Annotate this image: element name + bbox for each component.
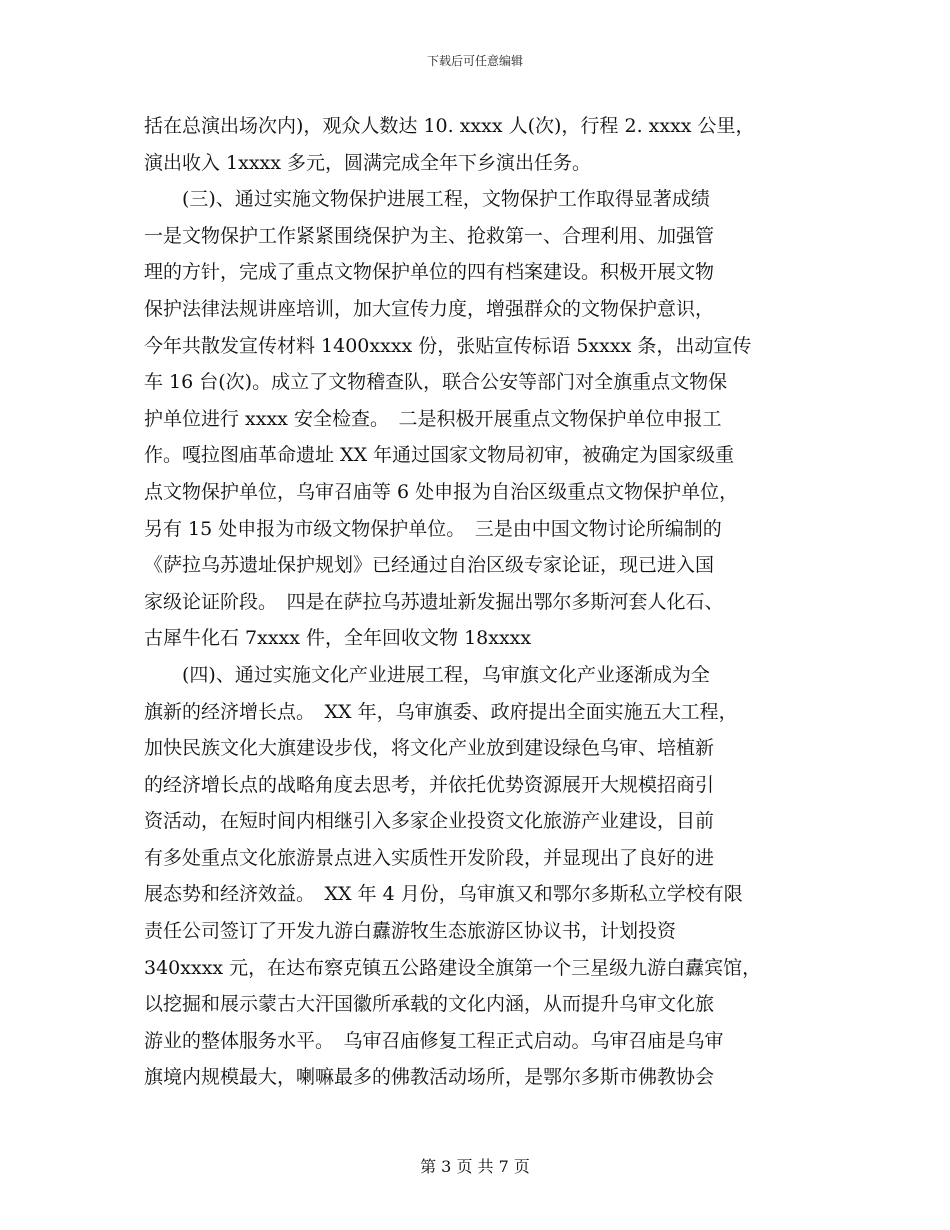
- body-line: 游业的整体服务水平。 乌审召庙修复工程正式启动。乌审召庙是乌审: [144, 1029, 724, 1052]
- body-line: 护单位进行 xxxx 安全检查。 二是积极开展重点文物保护单位申报工: [144, 407, 722, 430]
- body-line: 保护法律法规讲座培训，加大宣传力度，增强群众的文物保护意识，: [144, 297, 715, 320]
- body-line: (四)、通过实施文化产业进展工程，乌审旗文化产业逐渐成为全: [144, 663, 710, 686]
- body-line: 车 16 台(次)。成立了文物稽查队，联合公安等部门对全旗重点文物保: [144, 371, 728, 394]
- page-header: 下载后可任意编辑: [426, 54, 523, 68]
- body-line: 《萨拉乌苏遗址保护规划》已经通过自治区级专家论证，现已进入国: [144, 554, 715, 577]
- body-line: 演出收入 1xxxx 多元，圆满完成全年下乡演出任务。: [144, 151, 592, 174]
- page-footer: 第 3 页 共 7 页: [420, 1157, 530, 1176]
- body-line: 家级论证阶段。 四是在萨拉乌苏遗址新发掘出鄂尔多斯河套人化石、: [144, 590, 724, 613]
- body-line: 今年共散发宣传材料 1400xxxx 份，张贴宣传标语 5xxxx 条，出动宣传: [144, 334, 752, 357]
- body-line: 340xxxx 元，在达布察克镇五公路建设全旗第一个三星级九游白纛宾馆，: [144, 956, 762, 979]
- body-line: 括在总演出场次内)，观众人数达 10. xxxx 人(次)，行程 2. xxxx 公里，: [144, 115, 755, 137]
- body-line: 有多处重点文化旅游景点进入实质性开发阶段，并显现出了良好的进: [144, 846, 715, 869]
- body-line: 旗境内规模最大，喇嘛最多的佛教活动场所，是鄂尔多斯市佛教协会: [144, 1066, 715, 1089]
- body-line: 理的方针，完成了重点文物保护单位的四有档案建设。积极开展文物: [144, 261, 715, 284]
- body-line: 资活动，在短时间内相继引入多家企业投资文化旅游产业建设，目前: [144, 810, 715, 833]
- body-line: (三)、通过实施文物保护进展工程，文物保护工作取得显著成绩: [144, 188, 710, 211]
- document-body: [144, 108, 834, 1096]
- body-line: 展态势和经济效益。 XX 年 4 月份，乌审旗又和鄂尔多斯私立学校有限: [144, 883, 743, 906]
- body-line: 另有 15 处申报为市级文物保护单位。 三是由中国文物讨论所编制的: [144, 517, 722, 540]
- body-line: 作。嘎拉图庙革命遗址 XX 年通过国家文物局初审，被确定为国家级重: [144, 444, 735, 467]
- body-line: 旗新的经济增长点。 XX 年，乌审旗委、政府提出全面实施五大工程，: [144, 700, 738, 723]
- body-line: 以挖掘和展示蒙古大汗国徽所承载的文化内涵，从而提升乌审文化旅: [144, 993, 715, 1016]
- body-line: 责任公司签订了开发九游白纛游牧生态旅游区协议书，计划投资: [144, 920, 677, 943]
- body-line: 古犀牛化石 7xxxx 件，全年回收文物 18xxxx: [144, 627, 532, 650]
- body-line: 一是文物保护工作紧紧围绕保护为主、抢救第一、合理利用、加强管: [144, 224, 715, 247]
- body-line: 加快民族文化大旗建设步伐，将文化产业放到建设绿色乌审、培植新: [144, 737, 715, 760]
- body-line: 的经济增长点的战略角度去思考，并依托优势资源展开大规模招商引: [144, 773, 715, 796]
- body-line: 点文物保护单位，乌审召庙等 6 处申报为自治区级重点文物保护单位，: [144, 480, 739, 503]
